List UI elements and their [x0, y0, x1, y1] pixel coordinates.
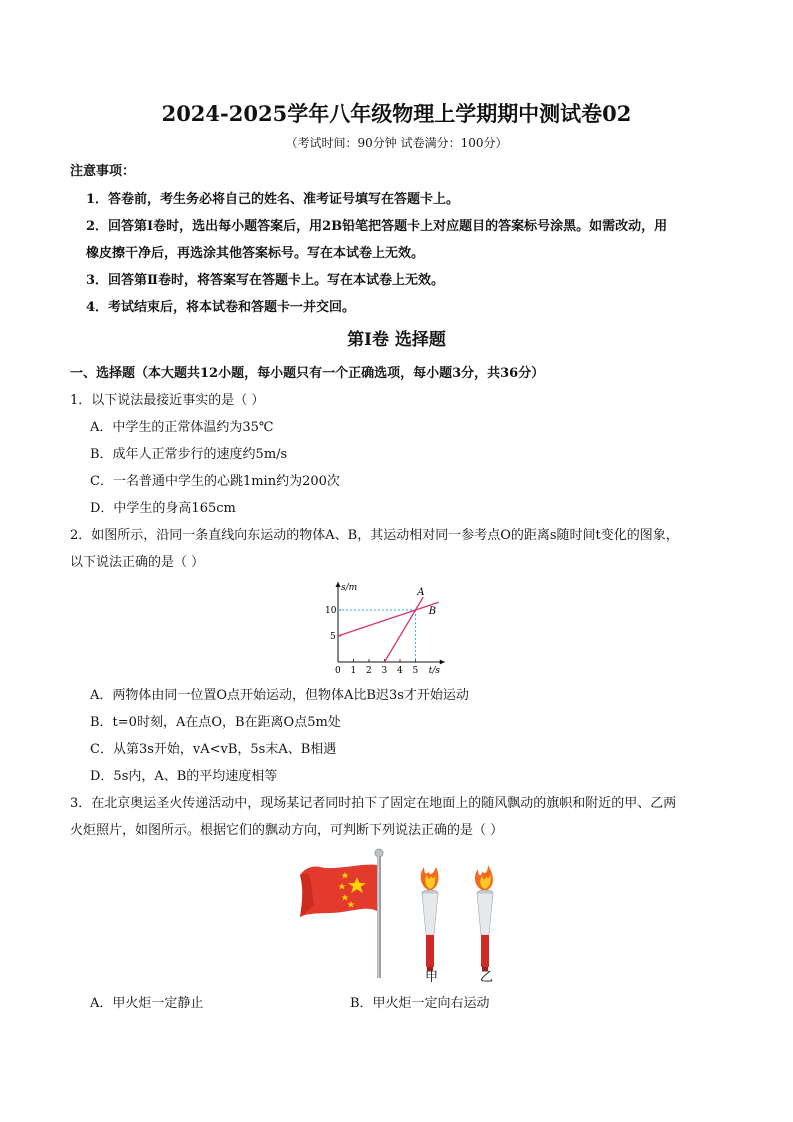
- exam-title: 2024-2025学年八年级物理上学期期中测试卷02: [161, 101, 632, 126]
- x-tick-label: 3: [381, 666, 388, 676]
- x-tick-label: 4: [397, 666, 403, 676]
- torch-label-yi: 乙: [480, 970, 494, 985]
- x-axis-label: t/s: [428, 666, 441, 676]
- series-label-a: A: [417, 587, 425, 598]
- exam-subtitle: （考试时间：90分钟 试卷满分：100分）: [285, 136, 508, 150]
- y-axis-arrow: [336, 582, 341, 587]
- torch-label-jia: 甲: [425, 970, 439, 985]
- q2-option-a: A．两物体由同一位置O点开始运动，但物体A比B迟3s才开始运动: [90, 688, 469, 703]
- y-tick-label: 10: [325, 606, 337, 616]
- series-line-a: [385, 597, 424, 662]
- x-tick-label: 2: [366, 666, 372, 676]
- torch-yi-icon: [475, 865, 493, 971]
- torch-jia-icon: [421, 867, 439, 971]
- x-tick-label: 1: [350, 666, 357, 676]
- note-item-4: 4．考试结束后，将本试卷和答题卡一并交回。: [86, 300, 356, 315]
- x-tick-label: 5: [412, 666, 419, 676]
- q1-option-c: C．一名普通中学生的心跳1min约为200次: [90, 474, 340, 489]
- x-tick-label: 0: [335, 666, 341, 676]
- q3-option-a: A．甲火炬一定静止: [90, 996, 204, 1011]
- q1-option-a: A．中学生的正常体温约为35℃: [90, 420, 274, 435]
- q2-option-b: B．t=0时刻，A在点O，B在距离O点5m处: [90, 715, 341, 730]
- q3-stem-line1: 3．在北京奥运圣火传递活动中，现场某记者同时拍下了固定在地面上的随风飘动的旗帜和附近的甲、乙两: [70, 796, 677, 811]
- note-item-3: 3．回答第Ⅱ卷时，将答案写在答题卡上。写在本试卷上无效。: [86, 273, 445, 288]
- x-axis-arrow: [440, 660, 445, 665]
- q3-illustration: [290, 845, 510, 985]
- q3-stem-line2: 火炬照片，如图所示。根据它们的飘动方向，可判断下列说法正确的是（ ）: [70, 823, 504, 838]
- series-line-b: [338, 602, 439, 636]
- q3-option-b: B．甲火炬一定向右运动: [350, 996, 490, 1011]
- notes-heading: 注意事项：: [70, 164, 136, 179]
- q2-stem-line1: 2．如图所示，沿同一条直线向东运动的物体A、B，其运动相对同一参考点O的距离s随时间t变化的图象，: [70, 528, 679, 543]
- y-tick-label: 5: [330, 632, 336, 642]
- q2-option-d: D．5s内，A、B的平均速度相等: [90, 769, 278, 784]
- q1-option-b: B．成年人正常步行的速度约5m/s: [90, 447, 288, 462]
- q2-option-c: C．从第3s开始，vA<vB，5s末A、B相遇: [90, 742, 337, 757]
- flag-icon: [300, 865, 377, 917]
- q2-chart: [320, 570, 480, 682]
- y-axis-label: s/m: [341, 583, 358, 593]
- section-title: 第Ⅰ卷 选择题: [347, 330, 446, 350]
- series-label-b: B: [428, 606, 437, 618]
- note-item-2: 2．回答第Ⅰ卷时，选出每小题答案后，用2B铅笔把答题卡上对应题目的答案标号涂黑。如需改动，用: [86, 219, 668, 234]
- q2-stem-line2: 以下说法正确的是（ ）: [70, 555, 205, 570]
- part-heading: 一、选择题（本大题共12小题，每小题只有一个正确选项，每小题3分，共36分）: [70, 366, 545, 381]
- note-item-2-cont: 橡皮擦干净后，再选涂其他答案标号。写在本试卷上无效。: [86, 246, 425, 261]
- q1-stem: 1．以下说法最接近事实的是（ ）: [70, 393, 265, 408]
- note-item-1: 1．答卷前，考生务必将自己的姓名、准考证号填写在答题卡上。: [86, 192, 460, 207]
- q1-option-d: D．中学生的身高165cm: [90, 501, 236, 516]
